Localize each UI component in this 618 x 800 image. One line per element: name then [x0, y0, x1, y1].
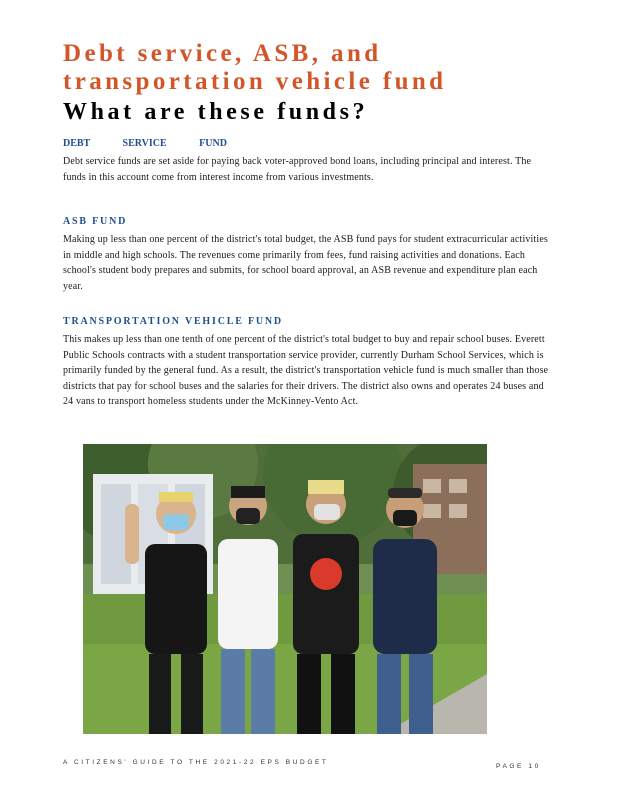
page-title-line-2: transportation vehicle fund — [63, 68, 447, 95]
section-heading: TRANSPORTATION VEHICLE FUND — [63, 316, 283, 327]
section-transportation — [63, 315, 553, 410]
page-title — [63, 40, 583, 96]
section-heading: ASB FUND — [63, 216, 128, 227]
section-asb — [63, 215, 553, 294]
footer-guide-title: A CITIZENS' GUIDE TO THE 2021-22 EPS BUDGET — [63, 759, 329, 766]
page-subtitle: What are these funds? — [63, 99, 369, 125]
page-title-line-1: Debt service, ASB, and — [63, 40, 382, 67]
section-body: Debt service funds are set aside for paying back voter-approved bond loans, including principal and interest. The funds in this account come from interest income from various investments. — [63, 156, 532, 183]
section-heading: DEBT SERVICE FUND — [63, 138, 227, 149]
footer-page-number: PAGE 10 — [496, 763, 541, 770]
students-photo — [83, 444, 487, 734]
students-photo-illustration — [83, 444, 487, 734]
section-debt-service — [63, 137, 553, 185]
section-body: This makes up less than one tenth of one percent of the district's total budget to buy and repair school buses. Everett Public Schools contracts with a student transportation service provider, currently Durham School Services, which is primarily funded by the general fund. As a result, the district's transportation vehicle fund is much smaller than those districts that pay for school buses and the salaries for their drivers. The district also owns and operates 24 buses and 24 vans to transport homeless students under the McKinney-Vento Act. — [63, 334, 549, 408]
section-body: Making up less than one percent of the district's total budget, the ASB fund pays for student extracurricular activities in middle and high schools. The revenues come primarily from fees, fund raising activities and donations. Each school's student body prepares and submits, for school board approval, an ASB revenue and expenditure plan each year. — [63, 234, 548, 292]
